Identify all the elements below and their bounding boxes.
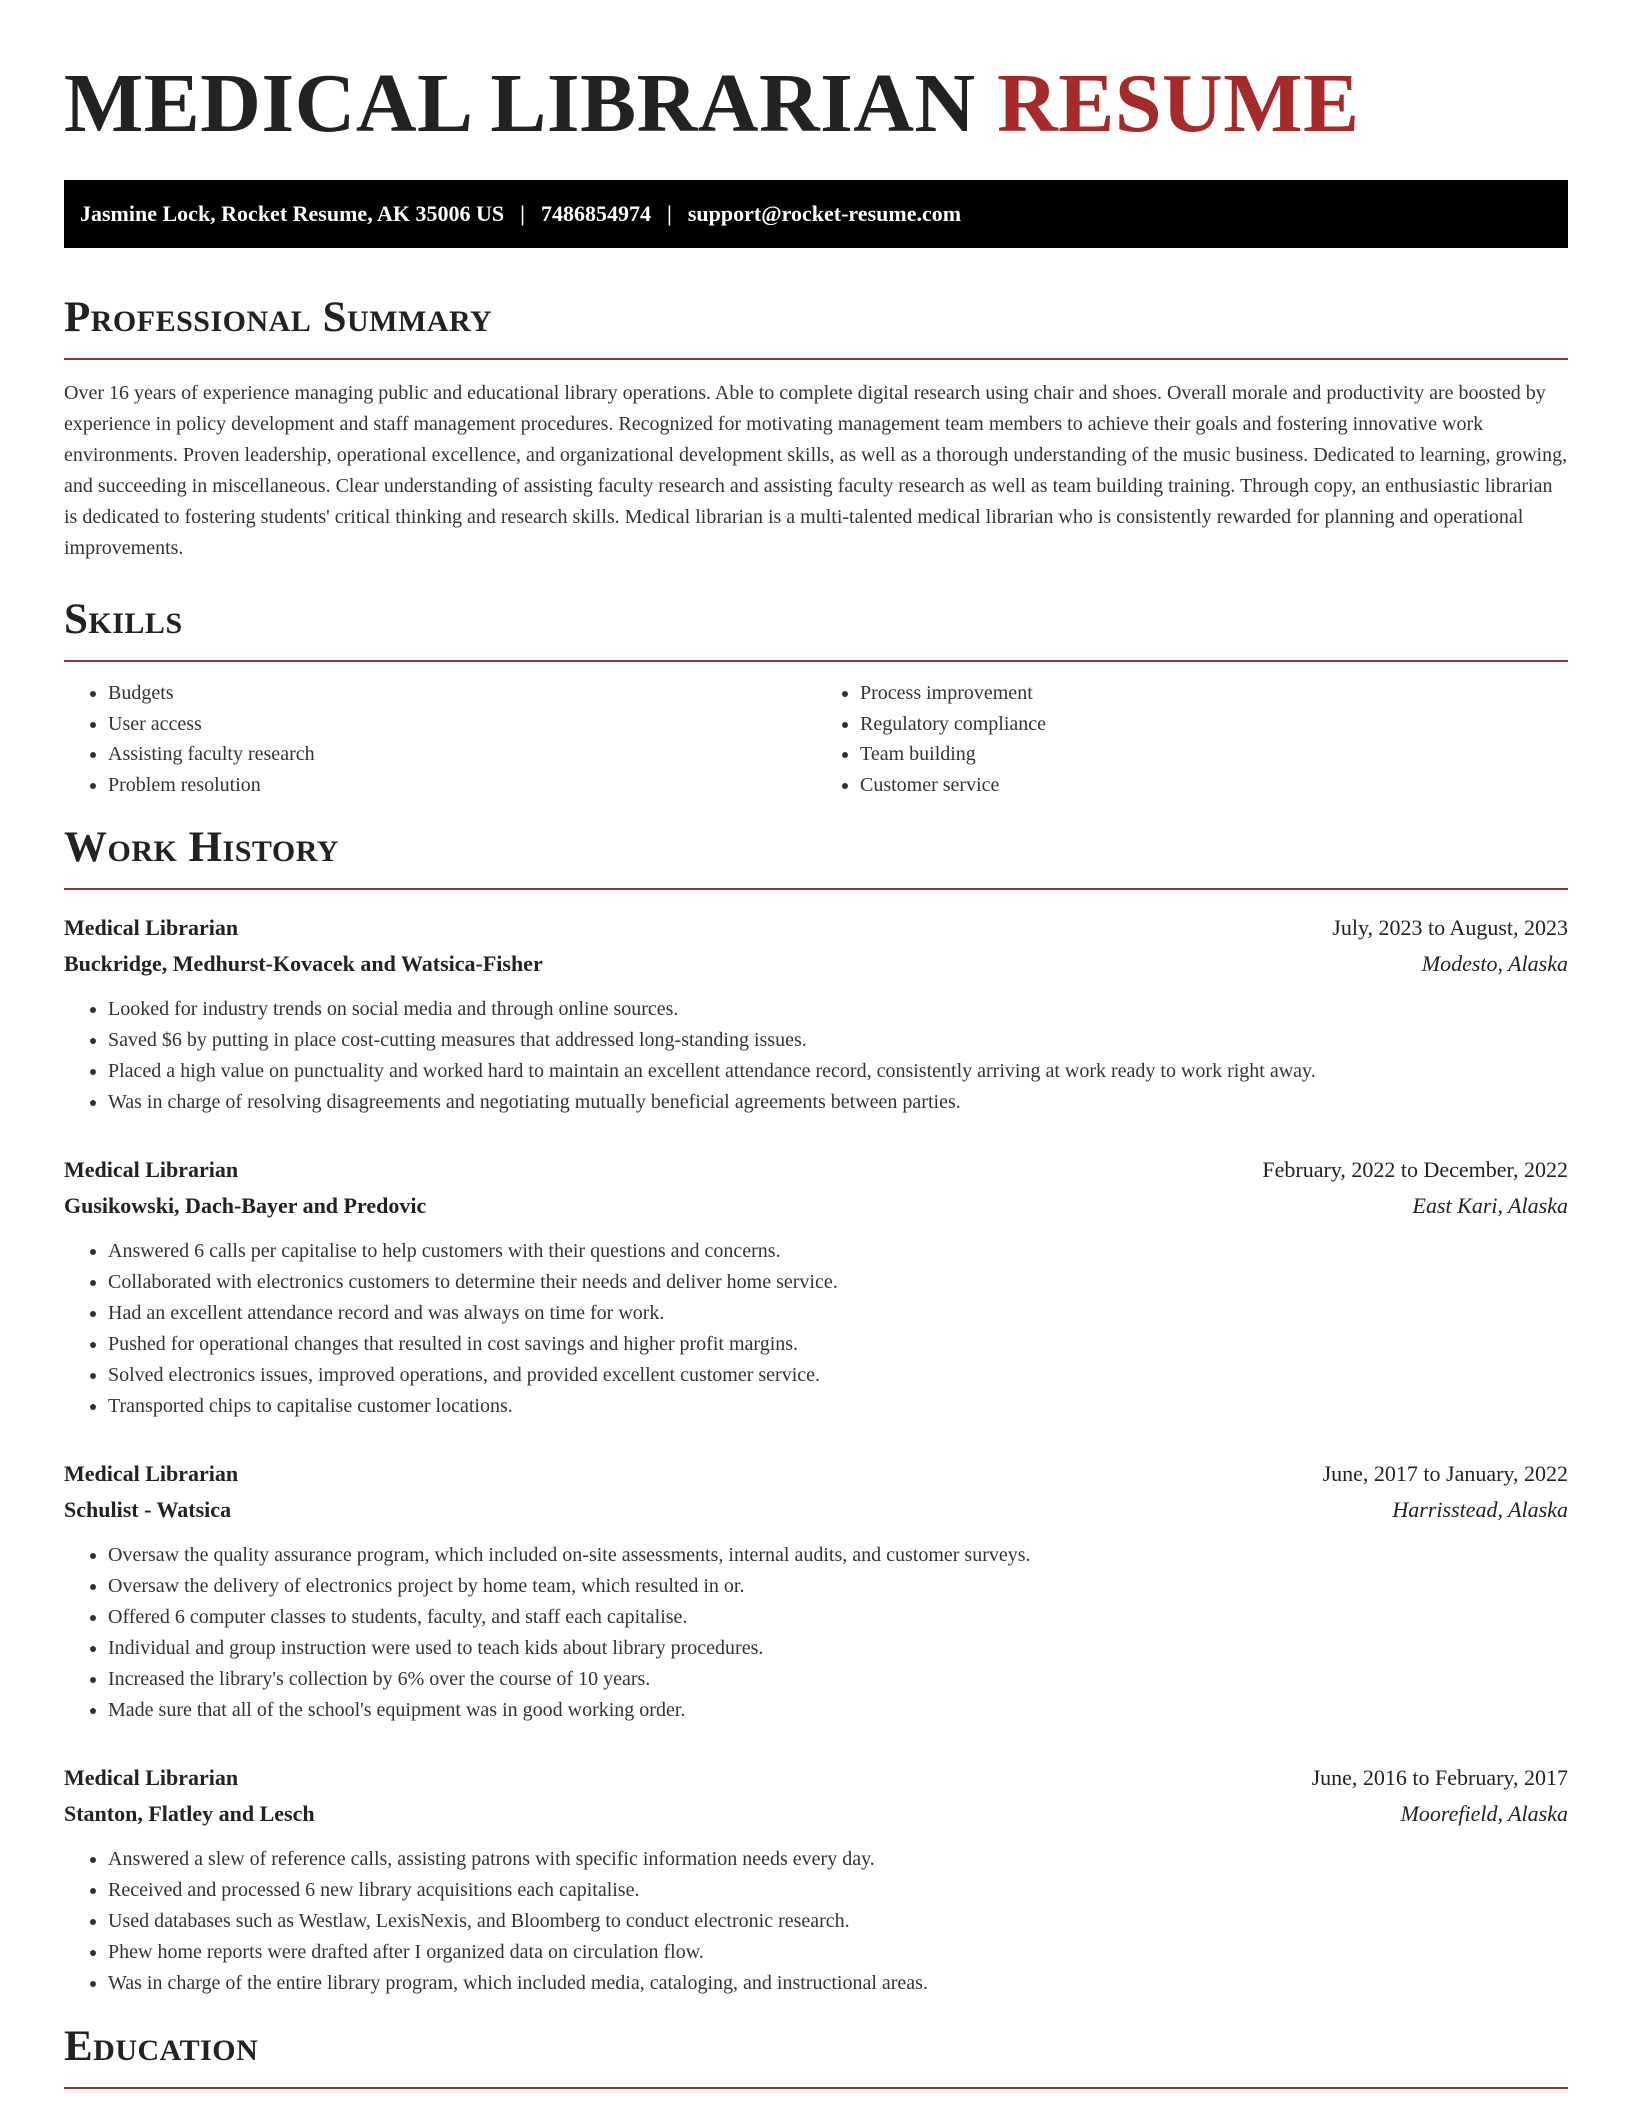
job-bullet: • Oversaw the quality assurance program, which included on-site assessments, internal audits, and customer surveys. [108, 1540, 1568, 1571]
job-entry [64, 1456, 1568, 1726]
title-accent: RESUME [997, 57, 1360, 150]
job-dates: February, 2022 to December, 2022 [1262, 1157, 1568, 1182]
job-company: Schulist - Watsica [64, 1497, 232, 1522]
job-title: Medical Librarian [64, 1157, 239, 1182]
job-title: Medical Librarian [64, 1461, 239, 1486]
job-location: Moorefield, Alaska [1400, 1801, 1568, 1826]
job-bullet: • Increased the library's collection by 6% over the course of 10 years. [108, 1664, 1568, 1695]
contact-separator: | [666, 201, 672, 226]
skill-item: • Customer service [860, 770, 1568, 801]
job-bullet: • Made sure that all of the school's equipment was in good working order. [108, 1695, 1568, 1726]
job-bullet: • Oversaw the delivery of electronics project by home team, which resulted in or. [108, 1571, 1568, 1602]
job-company-row [64, 1796, 1568, 1832]
contact-phone[interactable]: 7486854974 [540, 201, 651, 226]
job-entry [64, 910, 1568, 1118]
skill-item: • Process improvement [860, 678, 1568, 709]
job-header-row [64, 910, 1568, 946]
job-bullets [64, 994, 1568, 1118]
job-bullet: • Offered 6 computer classes to students, faculty, and staff each capitalise. [108, 1602, 1568, 1633]
job-bullet: • Individual and group instruction were used to teach kids about library procedures. [108, 1633, 1568, 1664]
job-bullet: • Had an excellent attendance record and was always on time for work. [108, 1298, 1568, 1329]
job-bullet: • Used databases such as Westlaw, LexisNexis, and Bloomberg to conduct electronic research. [108, 1906, 1568, 1937]
job-bullet: • Was in charge of the entire library program, which included media, cataloging, and instructional areas. [108, 1968, 1568, 1999]
job-company: Gusikowski, Dach-Bayer and Predovic [64, 1193, 427, 1218]
job-bullet: • Answered 6 calls per capitalise to help customers with their questions and concerns. [108, 1236, 1568, 1267]
job-bullet: • Saved $6 by putting in place cost-cutting measures that addressed long-standing issues. [108, 1025, 1568, 1056]
title-main: MEDICAL LIBRARIAN [64, 57, 976, 150]
job-dates: June, 2016 to February, 2017 [1311, 1765, 1568, 1790]
skill-item: • Budgets [108, 678, 816, 709]
job-company: Stanton, Flatley and Lesch [64, 1801, 315, 1826]
job-bullet: • Received and processed 6 new library acquisitions each capitalise. [108, 1875, 1568, 1906]
job-location: East Kari, Alaska [1412, 1193, 1568, 1218]
job-header-row [64, 1760, 1568, 1796]
job-bullet: • Answered a slew of reference calls, assisting patrons with specific information needs every day. [108, 1844, 1568, 1875]
contact-address: Jasmine Lock, Rocket Resume, AK 35006 US [80, 201, 505, 226]
job-bullets [64, 1844, 1568, 1999]
work-history-heading: Work History [64, 822, 1568, 890]
job-bullet: • Solved electronics issues, improved operations, and provided excellent customer service. [108, 1360, 1568, 1391]
skill-item: • Team building [860, 739, 1568, 770]
job-company: Buckridge, Medhurst-Kovacek and Watsica-Fisher [64, 951, 543, 976]
job-location: Harrisstead, Alaska [1392, 1497, 1568, 1522]
skill-item: • Assisting faculty research [108, 739, 816, 770]
summary-text: Over 16 years of experience managing public and educational library operations. Able to complete digital research using chair and shoes. Overall morale and productivity are boosted by experience in policy development and staff management procedures. Recognized for motivating management team members to achieve their goals and fostering innovative work environments. Proven leadership, operational excellence, and organizational development skills, as well as a thorough understanding of the music business. Dedicated to learning, growing, and succeeding in miscellaneous. Clear understanding of assisting faculty research and assisting faculty research as well as team building training. Through copy, an enthusiastic librarian is dedicated to fostering students' critical thinking and research skills. Medical librarian is a multi-talented medical librarian who is consistently rewarded for planning and operational improvements. [64, 382, 1568, 559]
education-heading: Education [64, 2021, 1568, 2089]
job-title: Medical Librarian [64, 915, 239, 940]
job-dates: July, 2023 to August, 2023 [1332, 915, 1568, 940]
resume-title [64, 56, 1568, 152]
job-bullets [64, 1236, 1568, 1422]
job-bullet: • Was in charge of resolving disagreements and negotiating mutually beneficial agreements between parties. [108, 1087, 1568, 1118]
contact-email[interactable]: support@rocket-resume.com [687, 201, 962, 226]
skill-item: • Regulatory compliance [860, 709, 1568, 740]
contact-separator: | [520, 201, 525, 226]
job-company-row [64, 1492, 1568, 1528]
job-header-row [64, 1456, 1568, 1492]
job-location: Modesto, Alaska [1421, 951, 1568, 976]
job-bullet: • Transported chips to capitalise customer locations. [108, 1391, 1568, 1422]
contact-bar [64, 180, 1568, 248]
job-company-row [64, 946, 1568, 982]
job-header-row [64, 1152, 1568, 1188]
job-bullet: • Looked for industry trends on social media and through online sources. [108, 994, 1568, 1025]
skill-item: • User access [108, 709, 816, 740]
summary-heading: Professional Summary [64, 292, 1568, 360]
skills-list [64, 678, 1568, 800]
job-entry [64, 1760, 1568, 1999]
job-dates: June, 2017 to January, 2022 [1322, 1461, 1568, 1486]
job-company-row [64, 1188, 1568, 1224]
job-bullet: • Collaborated with electronics customers to determine their needs and deliver home service. [108, 1267, 1568, 1298]
skills-heading: Skills [64, 594, 1568, 662]
job-title: Medical Librarian [64, 1765, 239, 1790]
job-bullets [64, 1540, 1568, 1726]
job-entry [64, 1152, 1568, 1422]
job-bullet: • Placed a high value on punctuality and worked hard to maintain an excellent attendance record, consistently arriving at work ready to work right away. [108, 1056, 1568, 1087]
job-bullet: • Pushed for operational changes that resulted in cost savings and higher profit margins. [108, 1329, 1568, 1360]
job-bullet: • Phew home reports were drafted after I organized data on circulation flow. [108, 1937, 1568, 1968]
skills-column-right [816, 678, 1568, 800]
skills-column-left [64, 678, 816, 800]
skill-item: • Problem resolution [108, 770, 816, 801]
